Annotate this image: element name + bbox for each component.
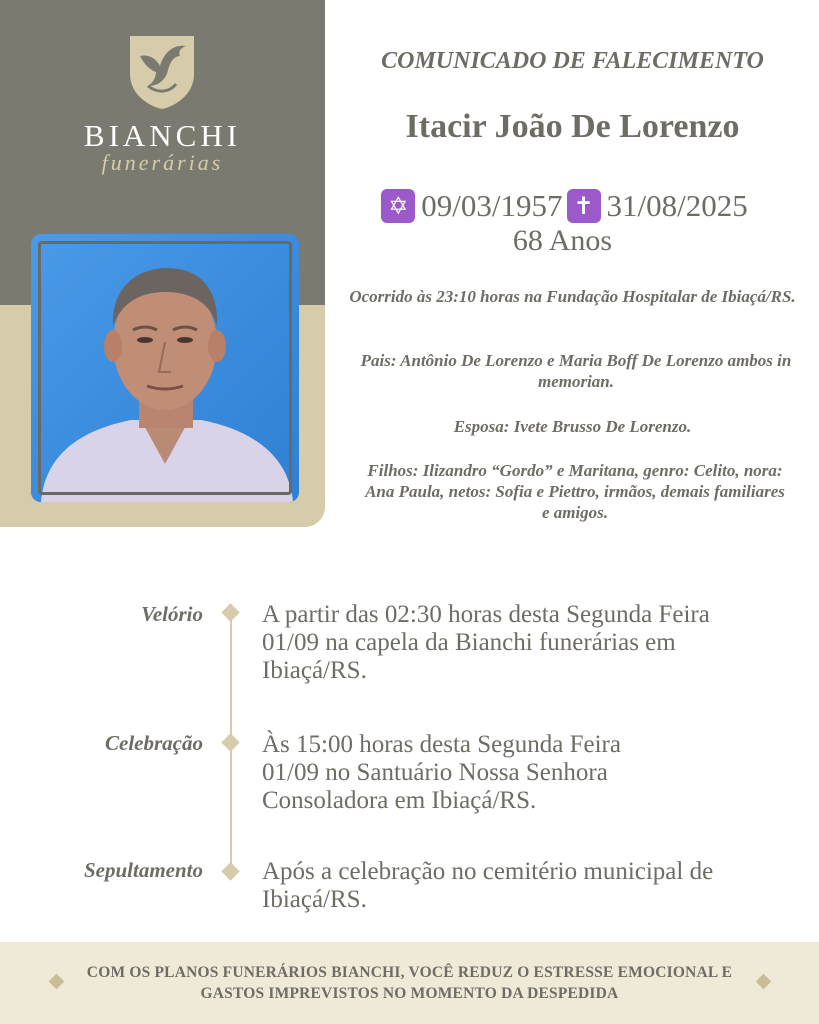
parents-text: Pais: Antônio De Lorenzo e Maria Boff De Lorenzo ambos in memorian. bbox=[360, 351, 792, 391]
schedule-text-celebracao: Às 15:00 horas desta Segunda Feira 01/09 no Santuário Nossa Senhora Consoladora em Ibiaçá/RS. bbox=[262, 731, 621, 814]
schedule-text-sepultamento: Após a celebração no cemitério municipal de Ibiaçá/RS. bbox=[262, 858, 714, 913]
star-of-david-icon: ✡ bbox=[381, 189, 415, 223]
dove-shield-icon bbox=[126, 34, 198, 110]
age: 68 Anos bbox=[512, 224, 613, 257]
schedule-label-celebracao: Celebração bbox=[105, 731, 203, 755]
death-date: 31/08/2025 bbox=[606, 188, 748, 223]
footer-text: COM OS PLANOS FUNERÁRIOS BIANCHI, VOCÊ REDUZ O ESTRESSE EMOCIONAL E GASTOS IMPREVISTOS NO MOMENTO DA DESPEDIDA bbox=[86, 964, 733, 1002]
schedule-label-sepultamento: Sepultamento bbox=[83, 858, 203, 882]
portrait-photo bbox=[31, 234, 299, 502]
deceased-name: Itacir João De Lorenzo bbox=[405, 108, 740, 145]
brand-name: BIANCHI bbox=[83, 118, 242, 153]
birth-date: 09/03/1957 bbox=[421, 188, 563, 223]
schedule-text-velorio: A partir das 02:30 horas desta Segunda Feira 01/09 na capela da Bianchi funerárias em Ibiaçá/RS. bbox=[262, 601, 710, 684]
brand-subtitle: funerárias bbox=[101, 150, 224, 175]
notice-heading: COMUNICADO DE FALECIMENTO bbox=[381, 48, 764, 74]
occurrence-text: Ocorrido às 23:10 horas na Fundação Hospitalar de Ibiaçá/RS. bbox=[349, 287, 796, 306]
portrait-image bbox=[31, 234, 299, 502]
latin-cross-icon: ✝ bbox=[567, 189, 601, 223]
timeline-diamond bbox=[221, 862, 239, 880]
children-text: Filhos: Ilizandro “Gordo” e Maritana, genro: Celito, nora: Ana Paula, netos: Sofia e Piettro, irmãos, demais familiares e amigos. bbox=[365, 461, 785, 522]
spouse-text: Esposa: Ivete Brusso De Lorenzo. bbox=[453, 417, 692, 436]
timeline-diamond bbox=[221, 733, 239, 751]
timeline-diamond bbox=[221, 603, 239, 621]
dates-row bbox=[340, 188, 785, 224]
schedule-label-velorio: Velório bbox=[141, 602, 203, 626]
